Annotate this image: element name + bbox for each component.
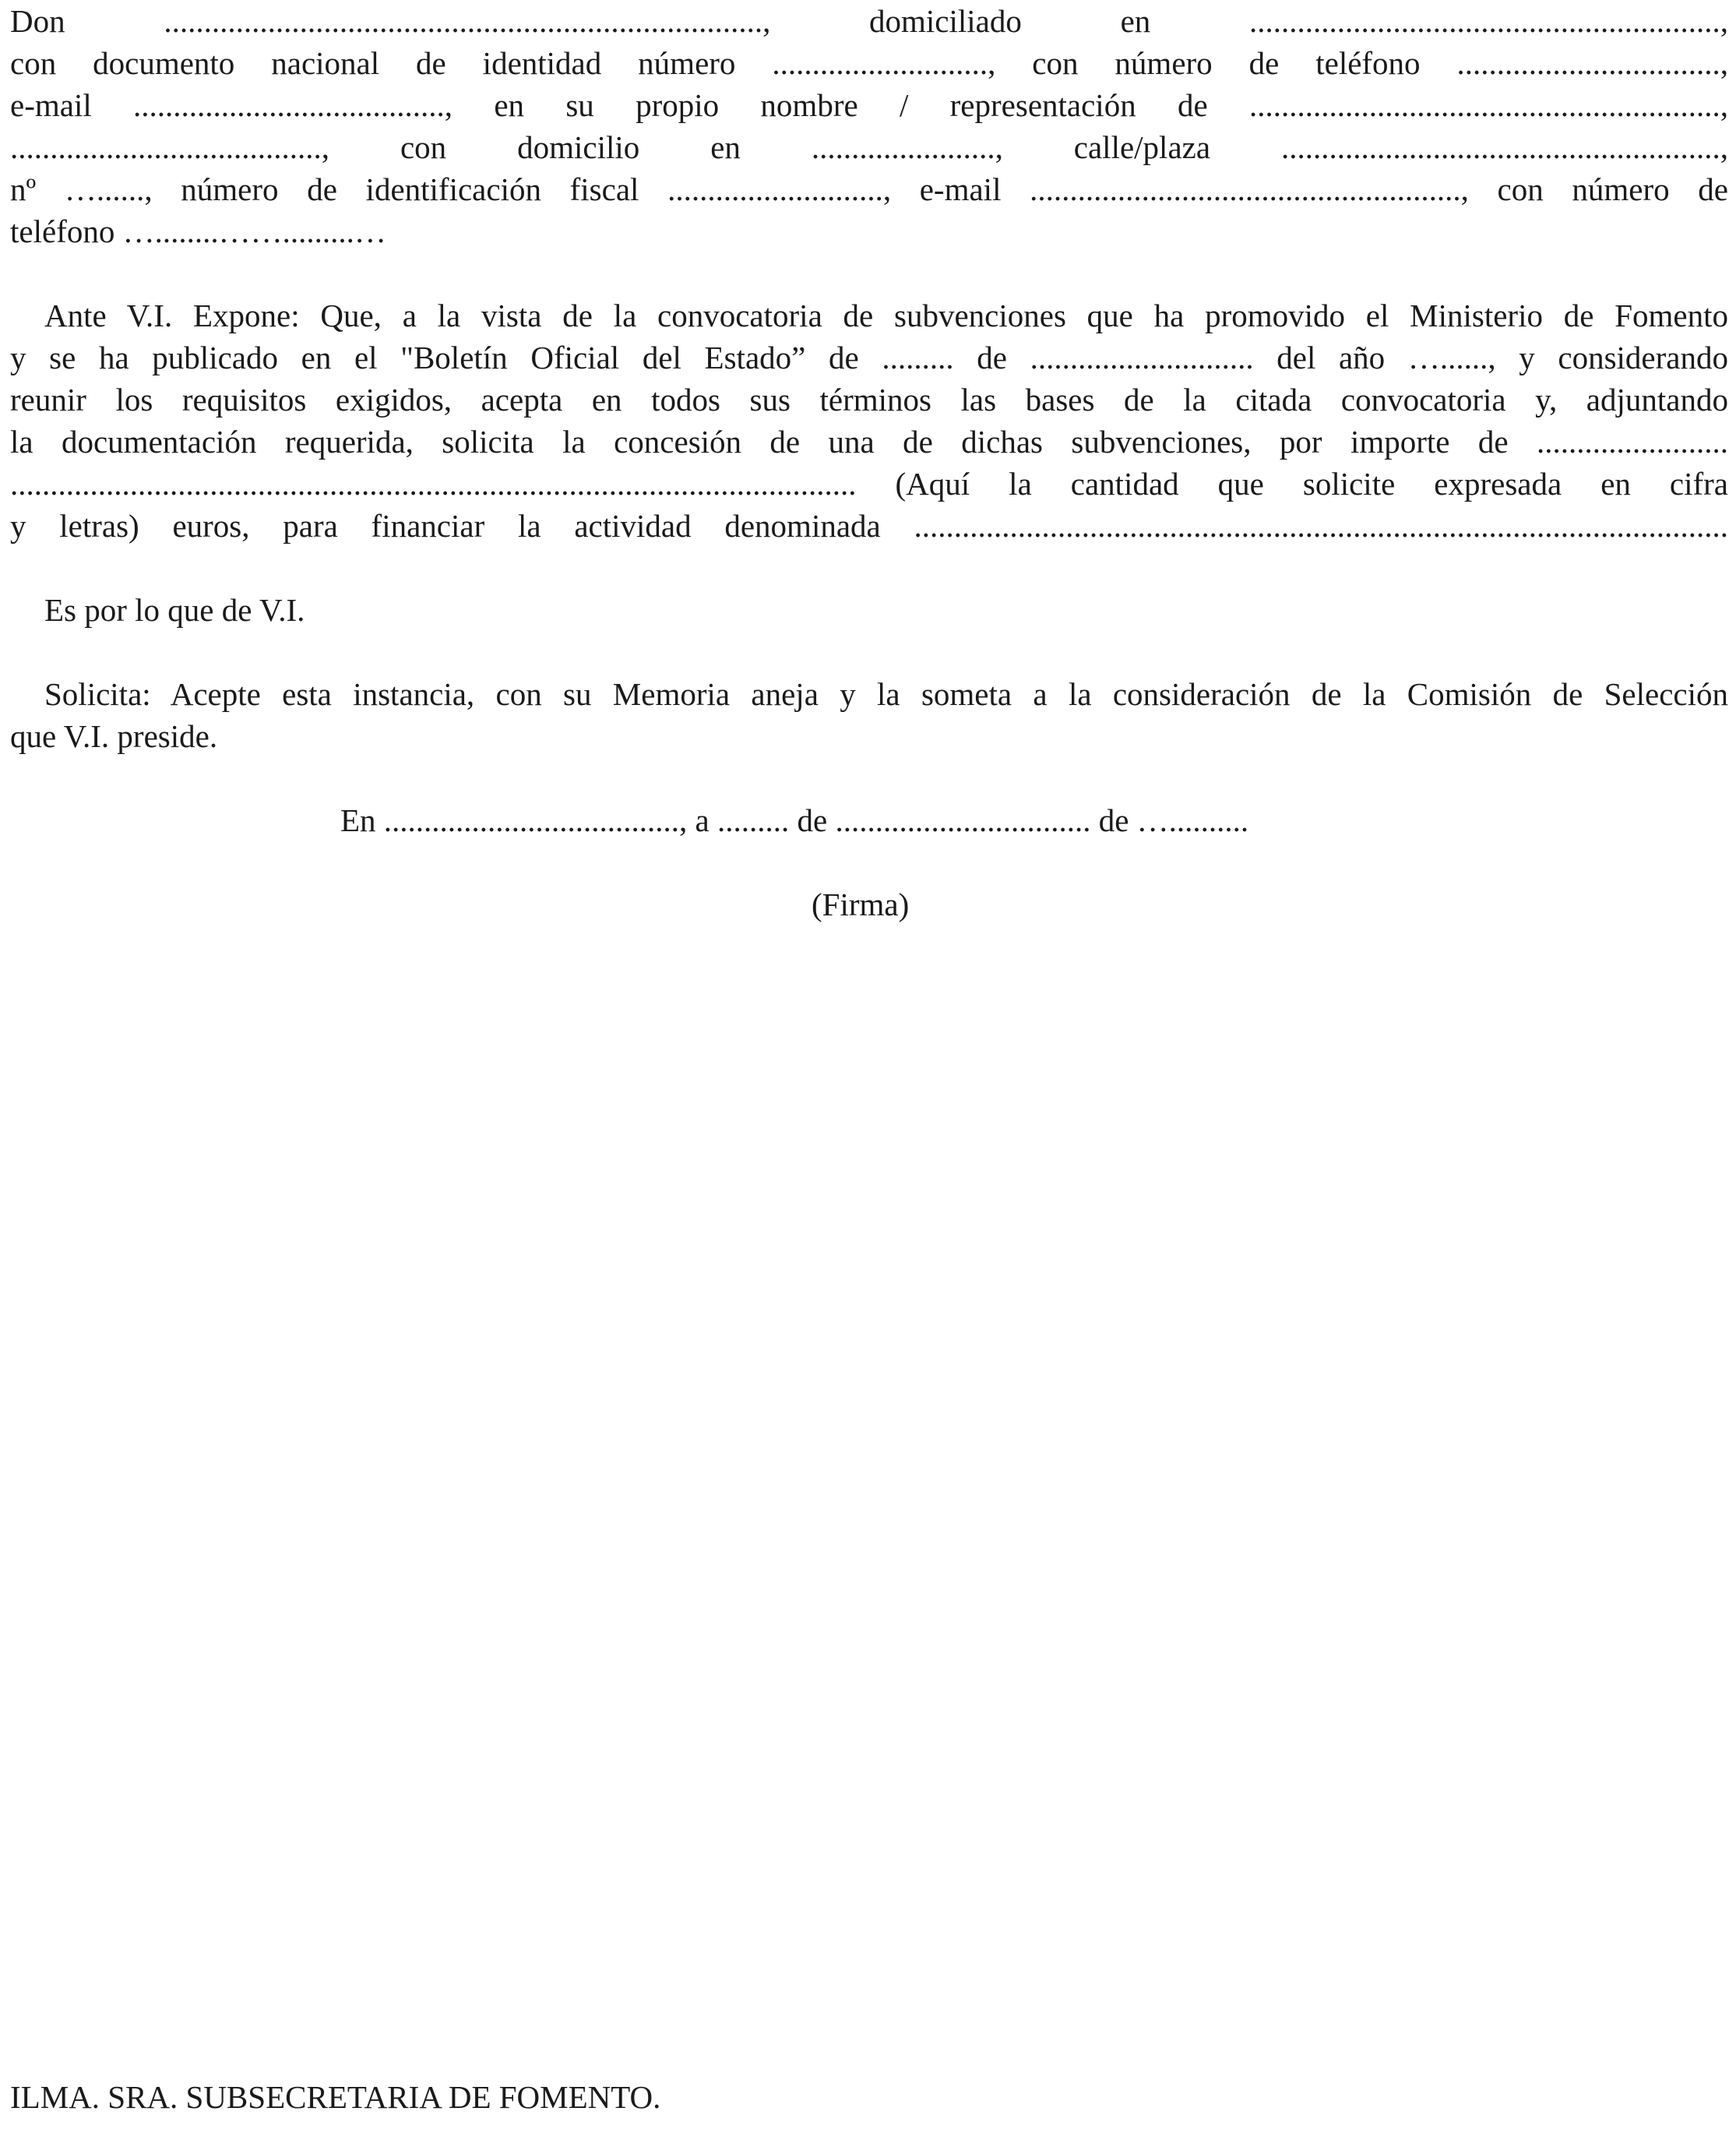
expone-paragraph [10, 294, 1728, 547]
expone-line: y letras) euros, para financiar la actividad denominada ...................................................................................................... [10, 508, 1728, 544]
place-date-line: En ....................................., a ......... de ................................ de ….......... [340, 802, 1249, 838]
spacer [10, 757, 1728, 799]
expone-line: .......................................................................................................... (Aquí la cantidad que solicite expresada en cifra [10, 466, 1728, 502]
application-form [10, 0, 1728, 925]
expone-line: reunir los requisitos exigidos, acepta en todos sus términos las bases de la citada convocatoria y, adjuntando [10, 382, 1728, 418]
solicita-line: Solicita: Acepte esta instancia, con su Memoria aneja y la someta a la consideración de la Comisión de Selección [44, 676, 1728, 712]
applicant-line: teléfono …........…….........… [10, 213, 386, 249]
es-por-paragraph: Es por lo que de V.I. [44, 592, 305, 628]
applicant-line: e-mail ......................................., en su propio nombre / representación de ..........................................................., [10, 87, 1728, 123]
applicant-line: Don ..........................................................................., domiciliado en ..........................................................., [10, 3, 1728, 39]
addressee: ILMA. SRA. SUBSECRETARIA DE FOMENTO. [10, 2079, 661, 2115]
applicant-block [10, 0, 1728, 252]
signature-label: (Firma) [812, 886, 910, 922]
solicita-line: que V.I. preside. [10, 718, 218, 754]
solicita-paragraph [10, 673, 1728, 757]
applicant-line: nº …......, número de identificación fiscal ..........................., e-mail ......................................................, con número de [10, 171, 1728, 207]
expone-line: la documentación requerida, solicita la concesión de una de dichas subvenciones, por importe de ........................ [10, 424, 1728, 460]
spacer [10, 631, 1728, 673]
spacer [10, 252, 1728, 294]
spacer [10, 547, 1728, 589]
expone-line: y se ha publicado en el "Boletín Oficial del Estado” de ......... de ............................ del año …......, y considerando [10, 340, 1728, 375]
applicant-line: ......................................., con domicilio en ......................., calle/plaza ......................................................., [10, 129, 1728, 165]
applicant-line: con documento nacional de identidad número ..........................., con número de teléfono ................................., [10, 45, 1728, 81]
expone-line: Ante V.I. Expone: Que, a la vista de la convocatoria de subvenciones que ha promovido el Ministerio de Fomento [44, 298, 1728, 333]
